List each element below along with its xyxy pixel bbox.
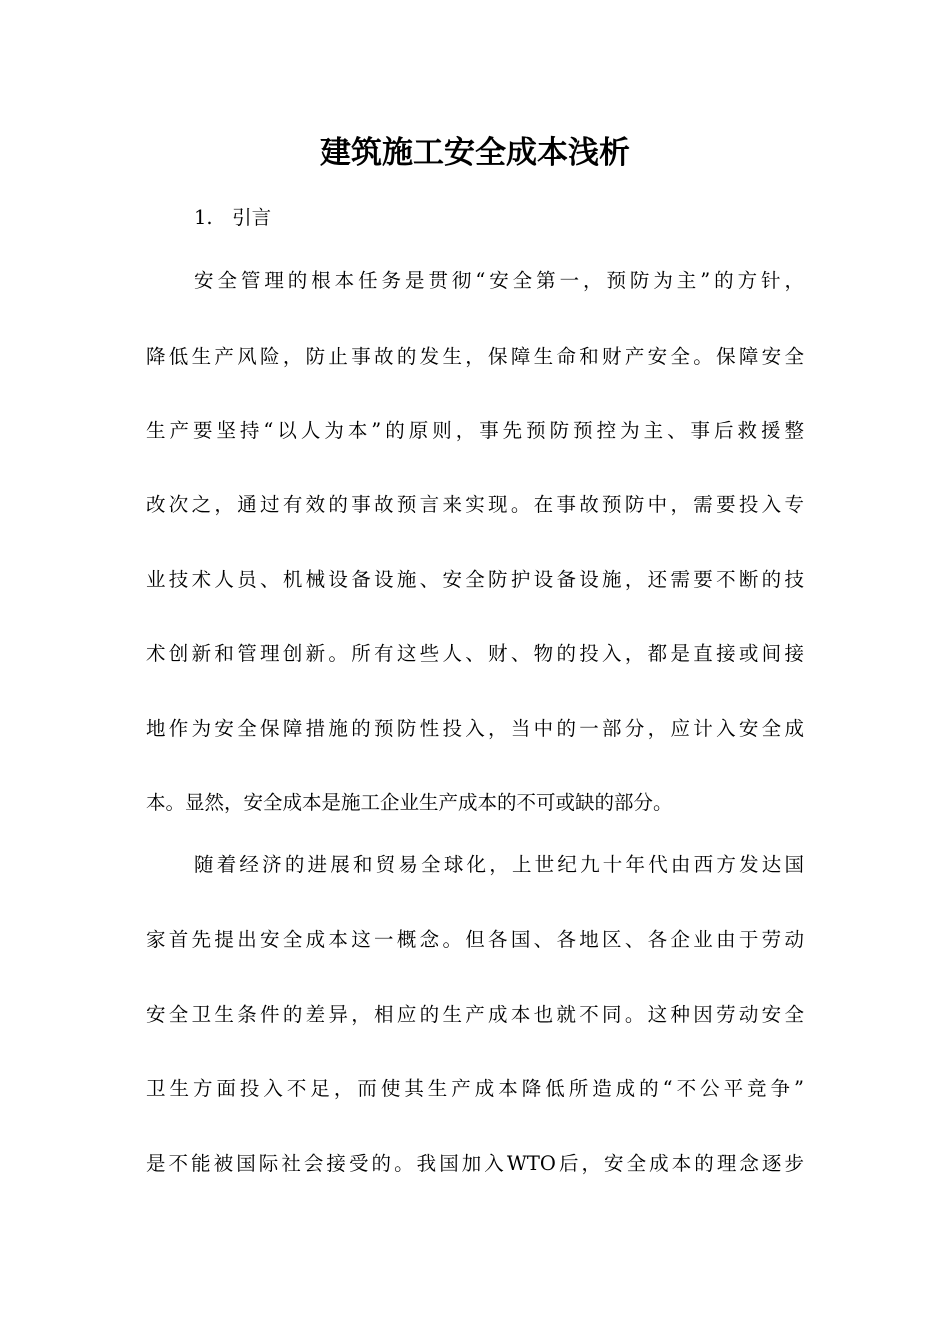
paragraph-line: 术创新和管理创新。所有这些人、财、物的投入，都是直接或间接 xyxy=(146,642,804,665)
paragraph-line: 随着经济的进展和贸易全球化，上世纪九十年代由西方发达国 xyxy=(194,853,804,876)
paragraph-line: 本。显然，安全成本是施工企业生产成本的不可或缺的部分。 xyxy=(146,791,673,814)
document-title: 建筑施工安全成本浅析 xyxy=(320,135,630,171)
paragraph-line: 降低生产风险，防止事故的发生，保障生命和财产安全。保障安全 xyxy=(146,345,804,368)
paragraph-line: 业技术人员、机械设备设施、安全防护设备设施，还需要不断的技 xyxy=(146,568,804,591)
paragraph-line: 卫生方面投入不足，而使其生产成本降低所造成的“不公平竞争” xyxy=(146,1077,804,1100)
paragraph-line: 安全管理的根本任务是贯彻“安全第一，预防为主”的方针， xyxy=(194,269,804,292)
paragraph-line: 改次之，通过有效的事故预言来实现。在事故预防中，需要投入专 xyxy=(146,493,804,516)
paragraph-line: 安全卫生条件的差异，相应的生产成本也就不同。这种因劳动安全 xyxy=(146,1003,804,1026)
paragraph-line: 生产要坚持“以人为本”的原则，事先预防预控为主、事后救援整 xyxy=(146,419,804,442)
paragraph-line: 地作为安全保障措施的预防性投入，当中的一部分，应计入安全成 xyxy=(146,717,804,740)
paragraph-line: 是不能被国际社会接受的。我国加入WTO后，安全成本的理念逐步 xyxy=(146,1152,804,1175)
paragraph-line: 家首先提出安全成本这一概念。但各国、各地区、各企业由于劳动 xyxy=(146,928,804,951)
section-heading-introduction: 1. 引言 xyxy=(194,206,272,229)
